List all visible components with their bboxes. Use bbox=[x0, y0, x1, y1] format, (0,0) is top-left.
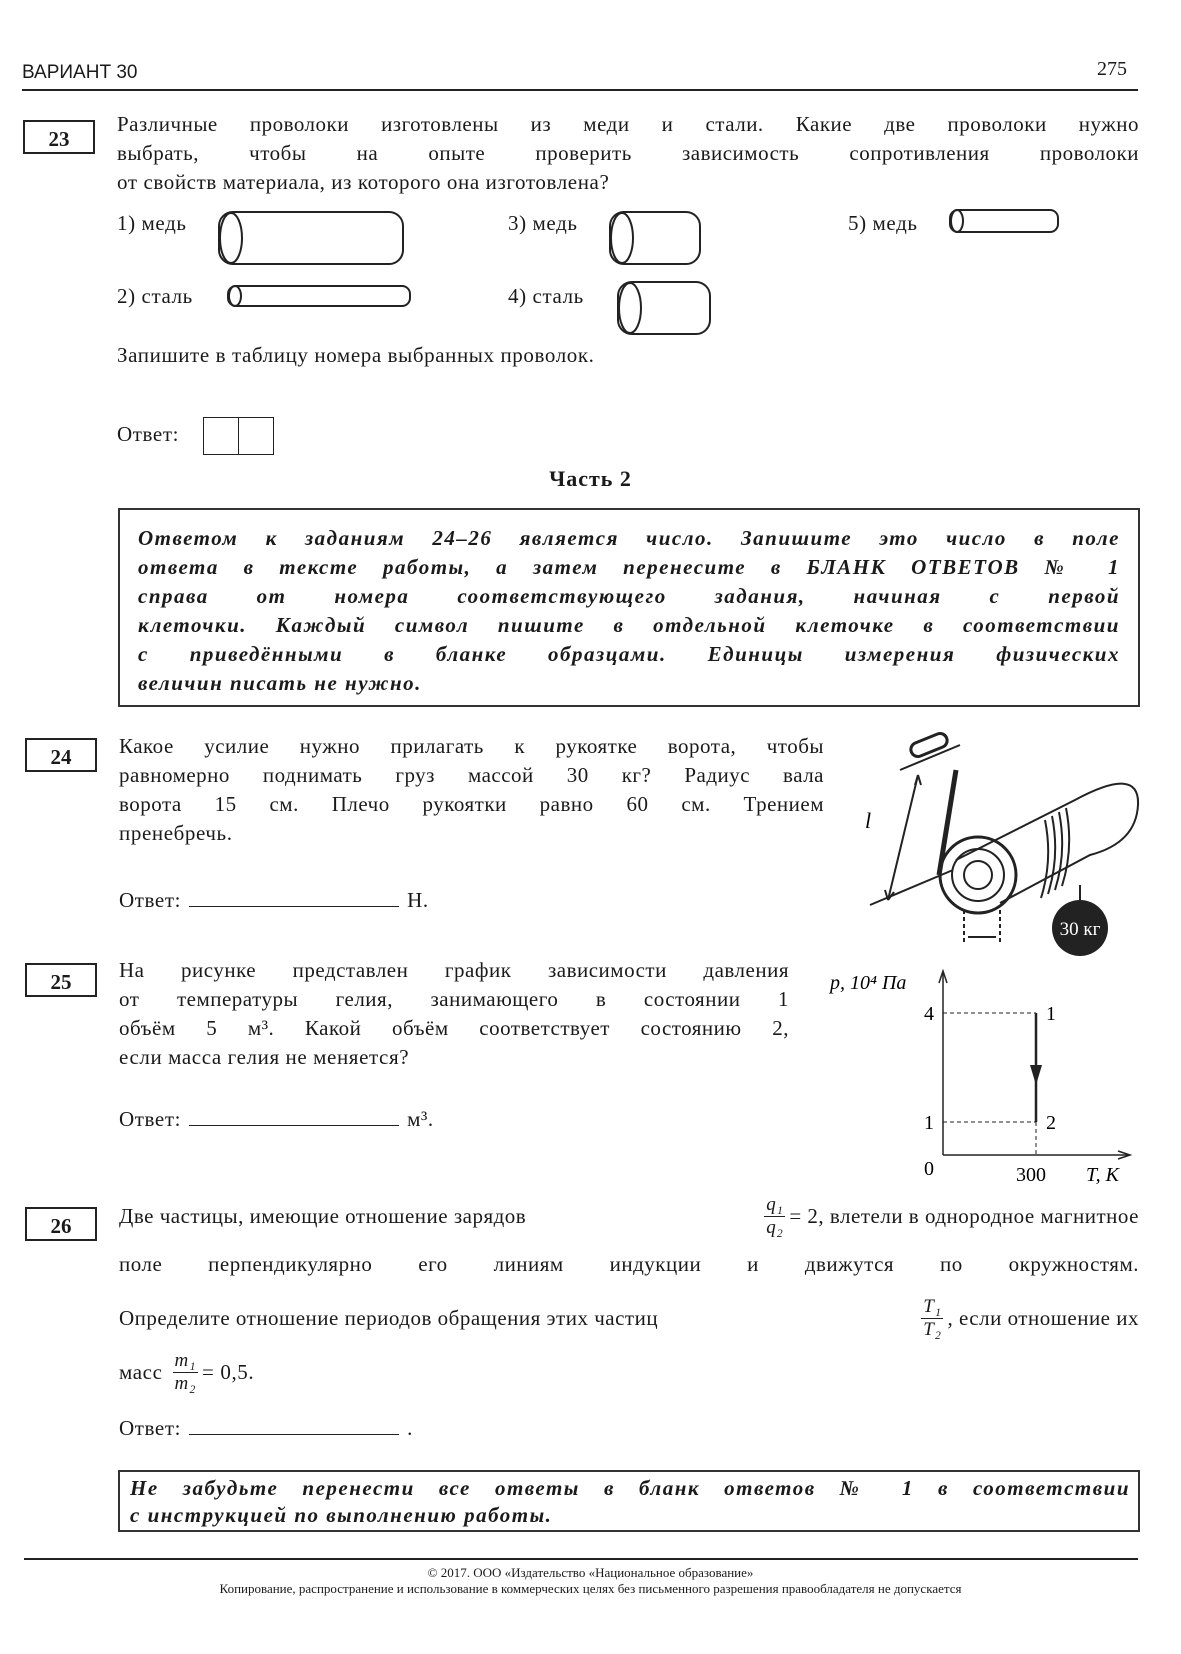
task-number-24: 24 bbox=[25, 738, 97, 772]
page-number: 275 bbox=[1097, 58, 1127, 80]
point-label: 1 bbox=[1046, 1003, 1056, 1025]
charge-ratio bbox=[764, 1194, 785, 1239]
answer-unit: Н. bbox=[407, 888, 429, 912]
answer-end: . bbox=[407, 1416, 413, 1440]
q23-line: выбрать, чтобы на опыте проверить зависимость сопротивления проволоки bbox=[117, 141, 1139, 165]
q25-line: если масса гелия не меняется? bbox=[119, 1045, 410, 1069]
denominator: m₂ bbox=[174, 1373, 197, 1394]
wire-option-1: 1) медь bbox=[117, 211, 187, 235]
winch-figure bbox=[860, 725, 1150, 960]
numerator: q₁ bbox=[766, 1194, 784, 1215]
reminder-box bbox=[118, 1470, 1140, 1532]
pressure-temperature-graph bbox=[828, 965, 1148, 1190]
instruction-line: ответа в тексте работы, а затем перенесите в БЛАНК ОТВЕТОВ № 1 bbox=[138, 555, 1120, 579]
q26-text: Определите отношение периодов обращения этих частиц bbox=[119, 1306, 659, 1330]
q24-answer bbox=[119, 886, 429, 913]
q26-text: , если отношение их bbox=[947, 1306, 1139, 1330]
q26-text: масс bbox=[119, 1360, 163, 1384]
task-number-25: 25 bbox=[25, 963, 97, 997]
wire-option-2: 2) сталь bbox=[117, 284, 193, 308]
q24-line: пренебречь. bbox=[119, 821, 233, 845]
q26-text: = 0,5. bbox=[202, 1360, 255, 1384]
reminder-line: с инструкцией по выполнению работы. bbox=[130, 1503, 553, 1527]
answer-label: Ответ: bbox=[119, 888, 182, 912]
wire-1-icon bbox=[215, 210, 407, 266]
wire-3-icon bbox=[606, 210, 704, 266]
y-axis-label: p, 10⁴ Па bbox=[830, 972, 907, 994]
q26-line-4 bbox=[119, 1350, 254, 1395]
reminder-line: Не забудьте перенести все ответы в бланк ответов № 1 в соответствии bbox=[130, 1476, 1130, 1500]
footer-rule bbox=[24, 1558, 1138, 1560]
numerator: T₁ bbox=[923, 1296, 942, 1317]
q25-line: На рисунке представлен график зависимости давления bbox=[119, 958, 789, 982]
y-tick: 1 bbox=[924, 1112, 934, 1134]
q24-line: ворота 15 см. Плечо рукоятки равно 60 см. Трением bbox=[119, 792, 824, 816]
origin-label: 0 bbox=[924, 1158, 934, 1180]
q23-line: от свойств материала, из которого она изготовлена? bbox=[117, 170, 610, 194]
x-tick: 300 bbox=[1016, 1164, 1046, 1186]
q23-instruction: Запишите в таблицу номера выбранных проволок. bbox=[117, 343, 595, 367]
instruction-line: клеточки. Каждый символ пишите в отдельной клеточке в соответствии bbox=[138, 613, 1120, 637]
instruction-line: Ответом к заданиям 24–26 является число. Запишите это число в поле bbox=[138, 526, 1120, 550]
answer-unit: м³. bbox=[407, 1107, 434, 1131]
q26-line-2: поле перпендикулярно его линиям индукции и движутся по окружностям. bbox=[119, 1252, 1139, 1276]
x-axis-label: T, К bbox=[1086, 1164, 1119, 1186]
q25-answer bbox=[119, 1105, 434, 1132]
answer-cell[interactable] bbox=[238, 417, 274, 455]
numerator: m₁ bbox=[174, 1350, 197, 1371]
footer-notice: Копирование, распространение и использование в коммерческих целях без письменного разрешения правообладателя не допускается bbox=[219, 1581, 962, 1596]
variant-label: ВАРИАНТ 30 bbox=[22, 62, 138, 83]
footer-copyright: © 2017. ООО «Издательство «Национальное образование» bbox=[427, 1565, 754, 1580]
q26-line-3 bbox=[119, 1296, 1139, 1341]
denominator: q₂ bbox=[766, 1217, 784, 1238]
length-label: l bbox=[865, 808, 872, 833]
weight-label: 30 кг bbox=[1059, 919, 1101, 940]
denominator: T₂ bbox=[923, 1319, 942, 1340]
q23-line: Различные проволоки изготовлены из меди и стали. Какие две проволоки нужно bbox=[117, 112, 1139, 136]
wire-4-icon bbox=[614, 280, 714, 336]
q25-line: объём 5 м³. Какой объём соответствует состоянию 2, bbox=[119, 1016, 789, 1040]
answer-cell[interactable] bbox=[203, 417, 239, 455]
q25-answer-field[interactable] bbox=[189, 1105, 399, 1126]
q26-answer-field[interactable] bbox=[189, 1414, 399, 1435]
y-tick: 4 bbox=[924, 1003, 934, 1025]
wire-2-icon bbox=[226, 284, 412, 308]
q23-answer-cells[interactable] bbox=[203, 417, 274, 455]
part-2-instructions bbox=[118, 508, 1140, 707]
instruction-line: справа от номера соответствующего задания, начиная с первой bbox=[138, 584, 1120, 608]
q23-answer-label: Ответ: bbox=[117, 422, 180, 446]
q24-line: Какое усилие нужно прилагать к рукоятке ворота, чтобы bbox=[119, 734, 824, 758]
header-rule bbox=[22, 89, 1138, 91]
task-number-26: 26 bbox=[25, 1207, 97, 1241]
wire-option-5: 5) медь bbox=[848, 211, 918, 235]
q26-text: = 2, влетели в однородное магнитное bbox=[789, 1204, 1139, 1228]
answer-label: Ответ: bbox=[119, 1107, 182, 1131]
wire-option-3: 3) медь bbox=[508, 211, 578, 235]
period-ratio bbox=[921, 1296, 943, 1341]
mass-ratio bbox=[173, 1350, 199, 1395]
instruction-line: величин писать не нужно. bbox=[138, 671, 422, 695]
wire-option-4: 4) сталь bbox=[508, 284, 584, 308]
instruction-line: с приведёнными в бланке образцами. Единицы измерения физических bbox=[138, 642, 1120, 666]
q25-line: от температуры гелия, занимающего в состоянии 1 bbox=[119, 987, 789, 1011]
wire-5-icon bbox=[948, 208, 1060, 234]
part-2-title: Часть 2 bbox=[549, 466, 632, 491]
q26-line-1 bbox=[119, 1194, 1139, 1239]
answer-label: Ответ: bbox=[119, 1416, 182, 1440]
q26-answer bbox=[119, 1414, 413, 1441]
task-number-23: 23 bbox=[23, 120, 95, 154]
q24-line: равномерно поднимать груз массой 30 кг? Радиус вала bbox=[119, 763, 824, 787]
q26-text: Две частицы, имеющие отношение зарядов bbox=[119, 1204, 527, 1228]
q24-answer-field[interactable] bbox=[189, 886, 399, 907]
point-label: 2 bbox=[1046, 1112, 1056, 1134]
